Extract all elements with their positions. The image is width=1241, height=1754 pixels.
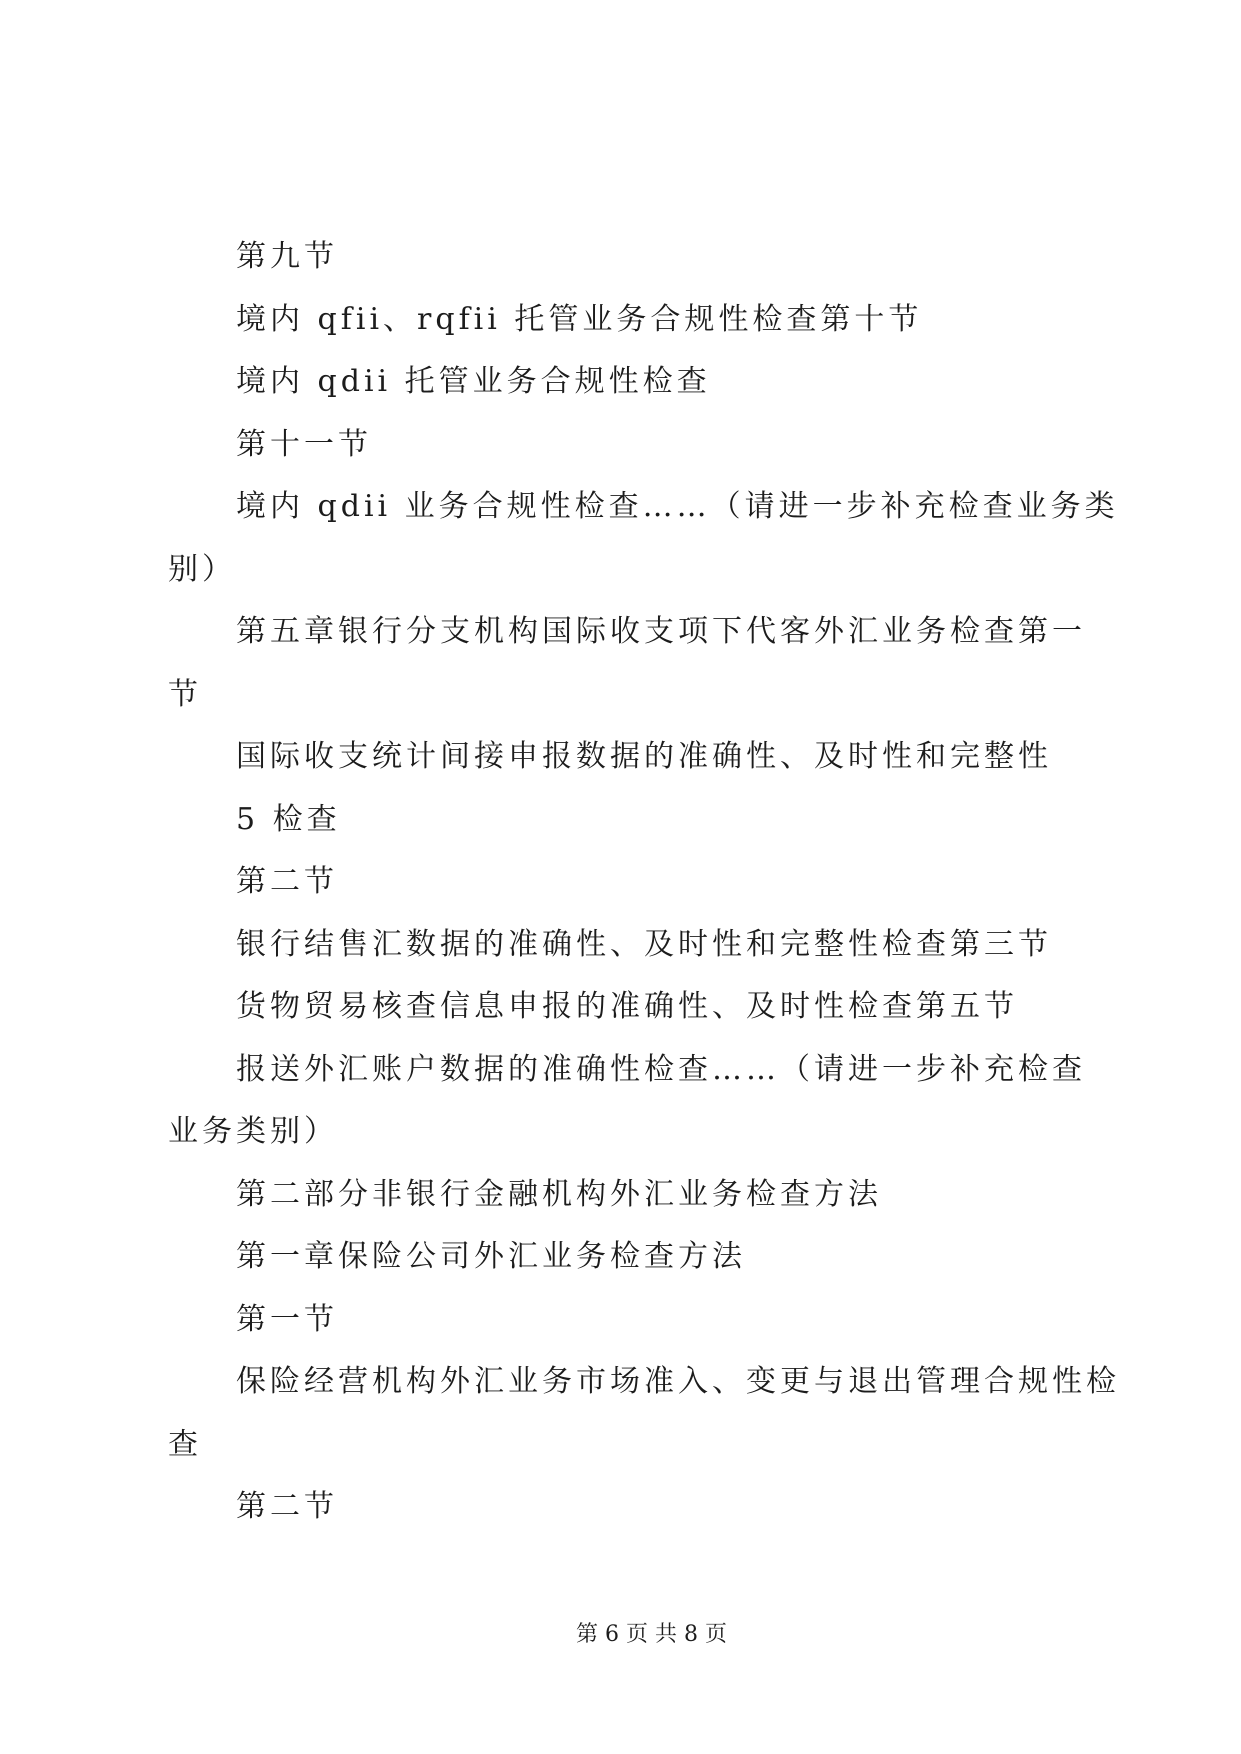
paragraph-line: 第一章保险公司外汇业务检查方法 [236,1239,746,1274]
paragraph [168,1226,1086,1289]
paragraph-line: 报送外汇账户数据的准确性检查……（请进一步补充检查 [236,1051,1086,1087]
paragraph-line: 第二节 [236,1489,338,1524]
paragraph [168,976,1086,1039]
paragraph [168,414,1086,477]
paragraph-line: 5 检查 [236,801,341,837]
paragraph [168,726,1086,789]
paragraph [168,601,1086,726]
paragraph-line: 第九节 [236,239,338,274]
paragraph-line: 国际收支统计间接申报数据的准确性、及时性和完整性 [236,739,1052,774]
paragraph [168,289,1086,352]
paragraph [168,1164,1086,1227]
paragraph-line: 节 [168,676,202,712]
paragraph [168,351,1086,414]
paragraph-line: 保险经营机构外汇业务市场准入、变更与退出管理合规性检 [236,1364,1120,1399]
paragraph [168,1039,1086,1164]
paragraph-line: 第二部分非银行金融机构外汇业务检查方法 [236,1176,882,1212]
paragraph-line: 第二节 [236,864,338,899]
paragraph [168,476,1119,601]
page-footer [62,1618,1241,1652]
paragraph-line: 别） [168,551,236,587]
paragraph [168,226,1086,289]
paragraph-line: 境内 qdii 业务合规性检查……（请进一步补充检查业务类 [236,489,1119,524]
paragraph-line: 第一节 [236,1301,338,1337]
paragraph [168,914,1086,977]
paragraph-line: 第五章银行分支机构国际收支项下代客外汇业务检查第一 [236,614,1086,649]
paragraph [168,789,1086,852]
paragraph-line: 银行结售汇数据的准确性、及时性和完整性检查第三节 [236,926,1052,962]
paragraph-line: 业务类别） [168,1114,338,1149]
paragraph-line: 查 [168,1426,202,1462]
paragraph [168,1476,1086,1539]
paragraph-line: 境内 qfii、rqfii 托管业务合规性检查第十节 [236,301,923,337]
paragraph [168,1351,1120,1476]
page-number: 第 6 页 共 8 页 [576,1622,727,1647]
paragraph [168,1289,1086,1352]
paragraph-line: 境内 qdii 托管业务合规性检查 [236,364,711,399]
paragraph [168,851,1086,914]
document-body [168,226,1120,1539]
paragraph-line: 第十一节 [236,426,372,462]
paragraph-line: 货物贸易核查信息申报的准确性、及时性检查第五节 [236,989,1018,1024]
